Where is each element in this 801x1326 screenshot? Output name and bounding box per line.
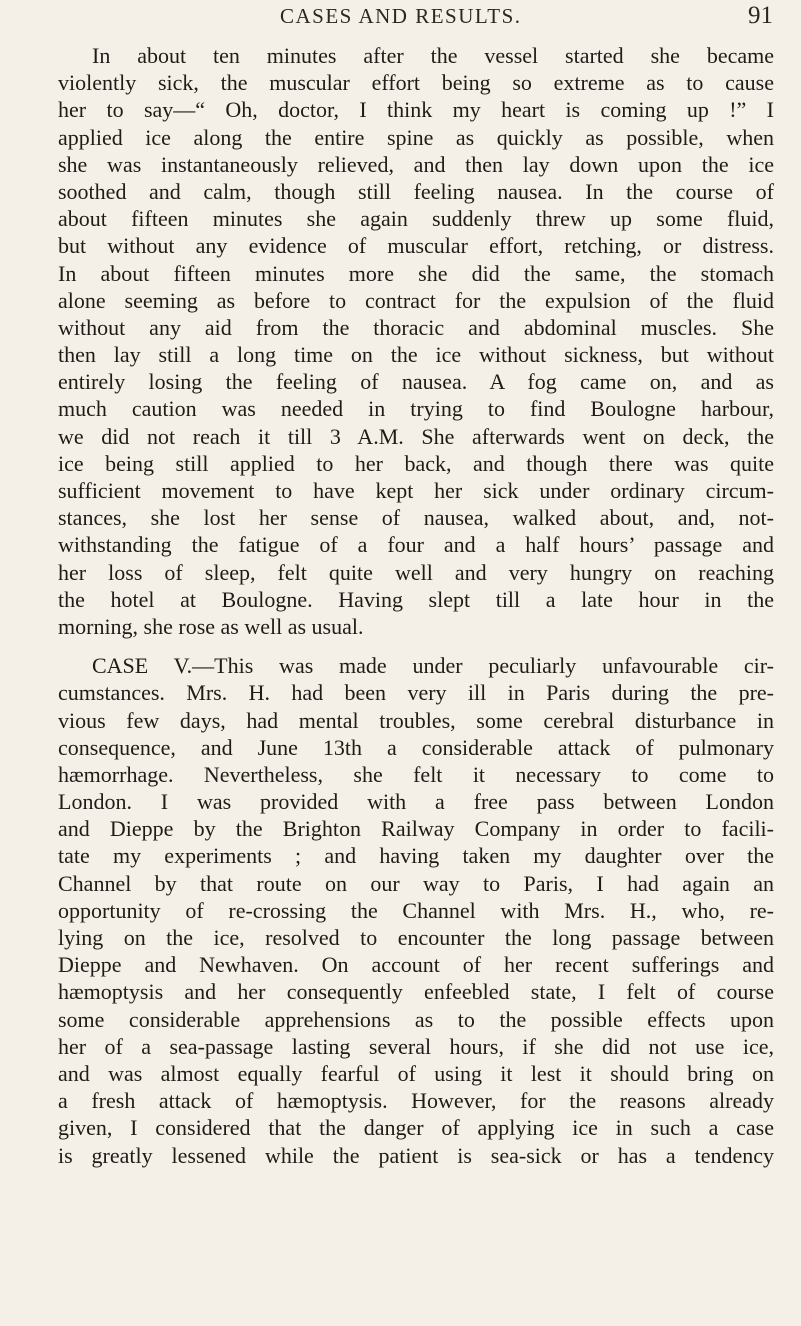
text-line: then lay still a long time on the ice without sickness, but without [58,342,774,368]
text-line: cumstances. Mrs. H. had been very ill in Paris during the pre- [58,680,774,706]
paragraph-case-iv-continued [58,42,774,640]
text-line: London. I was provided with a free pass between London [58,789,774,815]
text-line: alone seeming as before to contract for the expulsion of the fluid [58,287,774,313]
text-line: violently sick, the muscular effort being so extreme as to cause [58,70,774,96]
text-line: given, I considered that the danger of applying ice in such a case [58,1115,774,1141]
text-line: tate my experiments ; and having taken my daughter over the [58,843,774,869]
text-line: stances, she lost her sense of nausea, walked about, and, not- [58,505,774,531]
paragraph-case-v [58,652,774,1169]
text-line: vious few days, had mental troubles, some cerebral disturbance in [58,707,774,733]
text-line: morning, she rose as well as usual. [58,613,364,639]
text-line: the hotel at Boulogne. Having slept till a late hour in the [58,586,774,612]
paragraph-gap [58,640,774,652]
text-line: soothed and calm, though still feeling nausea. In the course of [58,178,774,204]
text-line: Channel by that route on our way to Paris, I had again an [58,870,774,896]
text-line: and was almost equally fearful of using it lest it should bring on [58,1060,774,1086]
text-line: about fifteen minutes she again suddenly threw up some fluid, [58,206,774,232]
text-line: we did not reach it till 3 A.M. She afterwards went on deck, the [58,423,774,449]
text-line: some considerable apprehensions as to the possible effects upon [58,1006,774,1032]
text-line: ice being still applied to her back, and though there was quite [58,450,774,476]
running-title: CASES AND RESULTS. [280,4,522,28]
text-line: is greatly lessened while the patient is sea-sick or has a tendency [58,1142,774,1168]
text-line: CASE V.—This was made under peculiarly unfavourable cir- [92,653,774,679]
text-line: her of a sea-passage lasting several hours, if she did not use ice, [58,1033,774,1059]
text-line: much caution was needed in trying to find Boulogne harbour, [58,396,774,422]
text-line: applied ice along the entire spine as quickly as possible, when [58,124,774,150]
text-line: In about ten minutes after the vessel started she became [92,43,774,68]
text-line: and Dieppe by the Brighton Railway Company in order to facili- [58,816,774,842]
text-line: without any aid from the thoracic and abdominal muscles. She [58,314,774,340]
text-line: sufficient movement to have kept her sick under ordinary circum- [58,478,774,503]
page-number: 91 [748,2,773,29]
text-line: withstanding the fatigue of a four and a half hours’ passage and [58,532,774,558]
text-line: a fresh attack of hæmoptysis. However, for the reasons already [58,1088,774,1114]
text-line: hæmoptysis and her consequently enfeebled state, I felt of course [58,979,774,1005]
text-line: lying on the ice, resolved to encounter the long passage between [58,925,774,950]
text-line: but without any evidence of muscular effort, retching, or distress. [58,233,774,259]
text-line: In about fifteen minutes more she did the same, the stomach [58,260,774,286]
body-text [58,42,774,1169]
text-line: hæmorrhage. Nevertheless, she felt it necessary to come to [58,761,774,787]
running-head [0,4,801,36]
text-line: Dieppe and Newhaven. On account of her recent sufferings and [58,952,774,978]
text-line: consequence, and June 13th a considerable attack of pulmonary [58,734,774,760]
text-line: her to say—“ Oh, doctor, I think my heart is coming up !” I [58,97,774,123]
text-line: entirely losing the feeling of nausea. A fog came on, and as [58,369,774,395]
text-line: her loss of sleep, felt quite well and very hungry on reaching [58,559,774,585]
text-line: opportunity of re-crossing the Channel with Mrs. H., who, re- [58,897,774,923]
text-line: she was instantaneously relieved, and then lay down upon the ice [58,151,774,177]
